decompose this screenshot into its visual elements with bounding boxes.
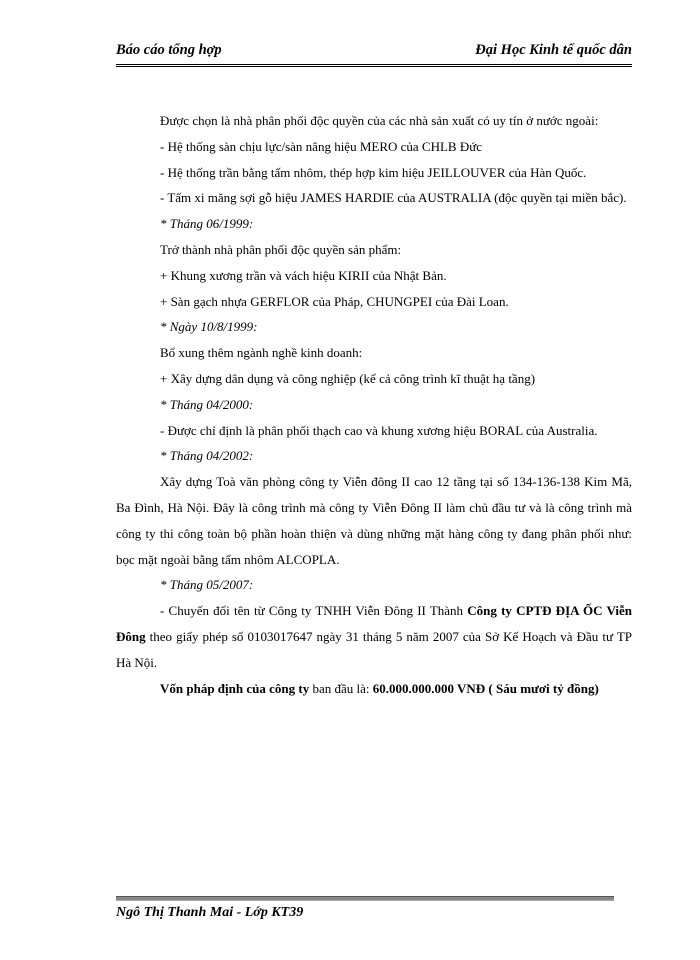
capital-label: Vốn pháp định của công ty	[160, 680, 310, 696]
paragraph-mero: - Hệ thống sàn chịu lực/sàn nâng hiệu MERO của CHLB Đức	[160, 138, 483, 154]
page-header	[116, 40, 632, 64]
date-heading-2002-04: * Tháng 04/2002:	[160, 448, 254, 464]
paragraph-construction: + Xây dựng dân dụng và công nghiệp (kể cả công trình kĩ thuật hạ tầng)	[160, 370, 536, 386]
paragraph-name-change	[116, 598, 632, 675]
capital-connector: ban đầu là:	[309, 680, 373, 696]
paragraph-new-business: Bổ xung thêm ngành nghề kinh doanh:	[160, 345, 363, 361]
paragraph-gerflor: + Sàn gạch nhựa GERFLOR của Pháp, CHUNGPEI của Đài Loan.	[160, 293, 509, 309]
license-text: theo giấy phép số 0103017647 ngày 31 tháng 5 năm 2007 của Sở Kế Hoạch và Đầu tư TP Hà Nội.	[116, 628, 632, 670]
header-university: Đại Học Kinh tế quốc dân	[475, 42, 632, 58]
date-heading-2000-04: * Tháng 04/2000:	[160, 396, 254, 412]
paragraph-james-hardie: - Tấm xi măng sợi gỗ hiệu JAMES HARDIE của AUSTRALIA (độc quyền tại miền bắc).	[160, 190, 627, 206]
document-body	[116, 108, 632, 701]
date-heading-1999-08: * Ngày 10/8/1999:	[160, 319, 258, 335]
header-report-title: Báo cáo tổng hợp	[116, 42, 222, 58]
footer-author: Ngô Thị Thanh Mai - Lớp KT39	[116, 905, 304, 920]
date-heading-1999-06: * Tháng 06/1999:	[160, 216, 254, 232]
paragraph-intro: Được chọn là nhà phân phối độc quyền của các nhà sản xuất có uy tín ở nước ngoài:	[160, 113, 599, 128]
header-rule	[116, 64, 632, 67]
paragraph-kirii: + Khung xương trần và vách hiệu KIRII của Nhật Bản.	[160, 267, 447, 283]
name-change-text: - Chuyển đổi tên từ Công ty TNHH Viễn Đông II Thành	[160, 603, 468, 619]
date-heading-2007-05: * Tháng 05/2007:	[160, 577, 254, 593]
paragraph-boral: - Được chỉ định là phân phối thạch cao và khung xương hiệu BORAL của Australia.	[160, 422, 598, 438]
paragraph-office-building: Xây dựng Toà văn phòng công ty Viễn đông II cao 12 tầng tại số 134-136-138 Kim Mã, Ba Đình, Hà Nội. Đây là công trình mà công ty Viễn Đông II làm chủ đầu tư và là công trình mà công ty thi công toàn bộ phần hoàn thiện và dùng những mặt hàng công ty đang phân phối như: bọc mặt ngoài bằng tấm nhôm ALCOPLA.	[116, 474, 632, 567]
paragraph-capital	[116, 676, 632, 702]
new-company-name: Công ty CPTĐ ĐỊA ỐC Viễn Đông	[116, 603, 632, 644]
footer-rule	[116, 896, 614, 901]
paragraph-distributor: Trở thành nhà phân phối độc quyền sản phẩm:	[160, 241, 402, 257]
capital-amount: 60.000.000.000 VNĐ ( Sáu mươi tỷ đồng)	[372, 680, 599, 696]
paragraph-jeillouver: - Hệ thống trần bằng tấm nhôm, thép hợp kim hiệu JEILLOUVER của Hàn Quốc.	[160, 164, 587, 180]
